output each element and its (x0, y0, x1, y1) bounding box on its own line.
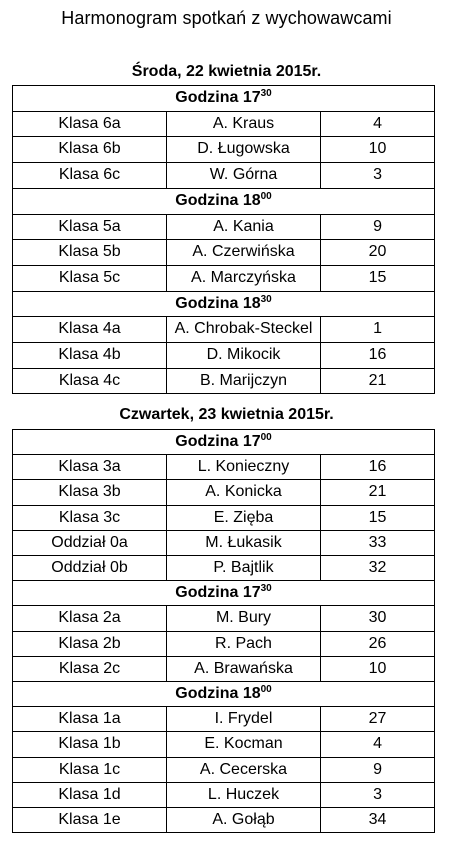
teacher-cell: A. Brawańska (167, 656, 321, 681)
table-row (13, 707, 435, 732)
table-row (13, 505, 435, 530)
room-cell: 33 (321, 530, 435, 555)
hour-label: Godzina 18 (175, 294, 261, 312)
class-cell: Klasa 2a (13, 606, 167, 631)
hour-minutes: 00 (260, 190, 272, 202)
room-cell: 1 (321, 317, 435, 343)
teacher-cell: A. Gołąb (167, 808, 321, 833)
table-row (13, 808, 435, 833)
day-title-thursday: Czwartek, 23 kwietnia 2015r. (119, 406, 334, 423)
table-row (13, 214, 435, 240)
hour-label: Godzina 17 (175, 89, 261, 106)
hour-label: Godzina 17 (175, 584, 261, 602)
room-cell: 4 (321, 732, 435, 757)
table-row (13, 111, 435, 137)
table-row (13, 606, 435, 631)
hour-minutes: 30 (260, 293, 272, 305)
table-row (13, 631, 435, 656)
class-cell: Klasa 3a (13, 455, 167, 480)
class-cell: Oddział 0a (13, 530, 167, 555)
hour-label: Godzina 18 (175, 685, 261, 703)
hour-header (13, 430, 435, 455)
teacher-cell: A. Czerwińska (167, 240, 321, 266)
room-cell: 9 (321, 214, 435, 240)
room-cell: 32 (321, 556, 435, 581)
room-cell: 26 (321, 631, 435, 656)
hour-header (13, 188, 435, 214)
room-cell: 15 (321, 505, 435, 530)
hour-minutes: 00 (260, 684, 272, 696)
teacher-cell: A. Cecerska (167, 757, 321, 782)
class-cell: Klasa 5a (13, 214, 167, 240)
table-row (13, 343, 435, 369)
table-row (13, 530, 435, 555)
room-cell: 21 (321, 368, 435, 394)
class-cell: Klasa 2c (13, 656, 167, 681)
hour-header-row (13, 581, 435, 606)
hour-minutes: 00 (260, 432, 272, 443)
teacher-cell: L. Konieczny (167, 455, 321, 480)
class-cell: Klasa 1c (13, 757, 167, 782)
hour-header-row (13, 86, 435, 112)
teacher-cell: M. Bury (167, 606, 321, 631)
class-cell: Klasa 3b (13, 480, 167, 505)
teacher-cell: A. Chrobak-Steckel (167, 317, 321, 343)
hour-header (13, 581, 435, 606)
room-cell: 9 (321, 757, 435, 782)
class-cell: Klasa 1e (13, 808, 167, 833)
room-cell: 27 (321, 707, 435, 732)
hour-minutes: 30 (260, 88, 272, 99)
teacher-cell: W. Górna (167, 163, 321, 189)
table-row (13, 317, 435, 343)
teacher-cell: A. Konicka (167, 480, 321, 505)
room-cell: 4 (321, 111, 435, 137)
class-cell: Klasa 5c (13, 265, 167, 291)
room-cell: 3 (321, 163, 435, 189)
table-row (13, 556, 435, 581)
table-row (13, 240, 435, 266)
hour-header (13, 86, 435, 112)
teacher-cell: B. Marijczyn (167, 368, 321, 394)
table-row (13, 163, 435, 189)
schedule-table-wednesday (12, 85, 435, 394)
teacher-cell: M. Łukasik (167, 530, 321, 555)
table-row (13, 265, 435, 291)
class-cell: Klasa 6a (13, 111, 167, 137)
teacher-cell: I. Frydel (167, 707, 321, 732)
table-row (13, 480, 435, 505)
teacher-cell: R. Pach (167, 631, 321, 656)
class-cell: Klasa 2b (13, 631, 167, 656)
teacher-cell: A. Kraus (167, 111, 321, 137)
day-title-wednesday: Środa, 22 kwietnia 2015r. (131, 63, 322, 80)
hour-header-row (13, 188, 435, 214)
page-title: Harmonogram spotkań z wychowawcami (61, 8, 392, 28)
class-cell: Oddział 0b (13, 556, 167, 581)
room-cell: 15 (321, 265, 435, 291)
room-cell: 21 (321, 480, 435, 505)
room-cell: 20 (321, 240, 435, 266)
table-row (13, 455, 435, 480)
table-row (13, 732, 435, 757)
table-row (13, 656, 435, 681)
hour-header-row (13, 430, 435, 455)
class-cell: Klasa 4b (13, 343, 167, 369)
room-cell: 34 (321, 808, 435, 833)
teacher-cell: L. Huczek (167, 782, 321, 807)
hour-header (13, 291, 435, 317)
class-cell: Klasa 4a (13, 317, 167, 343)
hour-header-row (13, 682, 435, 707)
table-row (13, 782, 435, 807)
class-cell: Klasa 6c (13, 163, 167, 189)
schedule-table-thursday (12, 429, 435, 833)
hour-header-row (13, 291, 435, 317)
class-cell: Klasa 1a (13, 707, 167, 732)
teacher-cell: A. Kania (167, 214, 321, 240)
room-cell: 10 (321, 137, 435, 163)
teacher-cell: E. Zięba (167, 505, 321, 530)
teacher-cell: D. Ługowska (167, 137, 321, 163)
table-row (13, 757, 435, 782)
class-cell: Klasa 1b (13, 732, 167, 757)
teacher-cell: P. Bajtlik (167, 556, 321, 581)
class-cell: Klasa 1d (13, 782, 167, 807)
table-row (13, 137, 435, 163)
teacher-cell: E. Kocman (167, 732, 321, 757)
room-cell: 10 (321, 656, 435, 681)
teacher-cell: A. Marczyńska (167, 265, 321, 291)
class-cell: Klasa 5b (13, 240, 167, 266)
hour-header (13, 682, 435, 707)
room-cell: 16 (321, 343, 435, 369)
class-cell: Klasa 6b (13, 137, 167, 163)
class-cell: Klasa 4c (13, 368, 167, 394)
hour-label: Godzina 17 (175, 433, 261, 450)
room-cell: 3 (321, 782, 435, 807)
hour-label: Godzina 18 (175, 191, 261, 209)
class-cell: Klasa 3c (13, 505, 167, 530)
table-row (13, 368, 435, 394)
room-cell: 16 (321, 455, 435, 480)
hour-minutes: 30 (260, 583, 272, 595)
room-cell: 30 (321, 606, 435, 631)
teacher-cell: D. Mikocik (167, 343, 321, 369)
